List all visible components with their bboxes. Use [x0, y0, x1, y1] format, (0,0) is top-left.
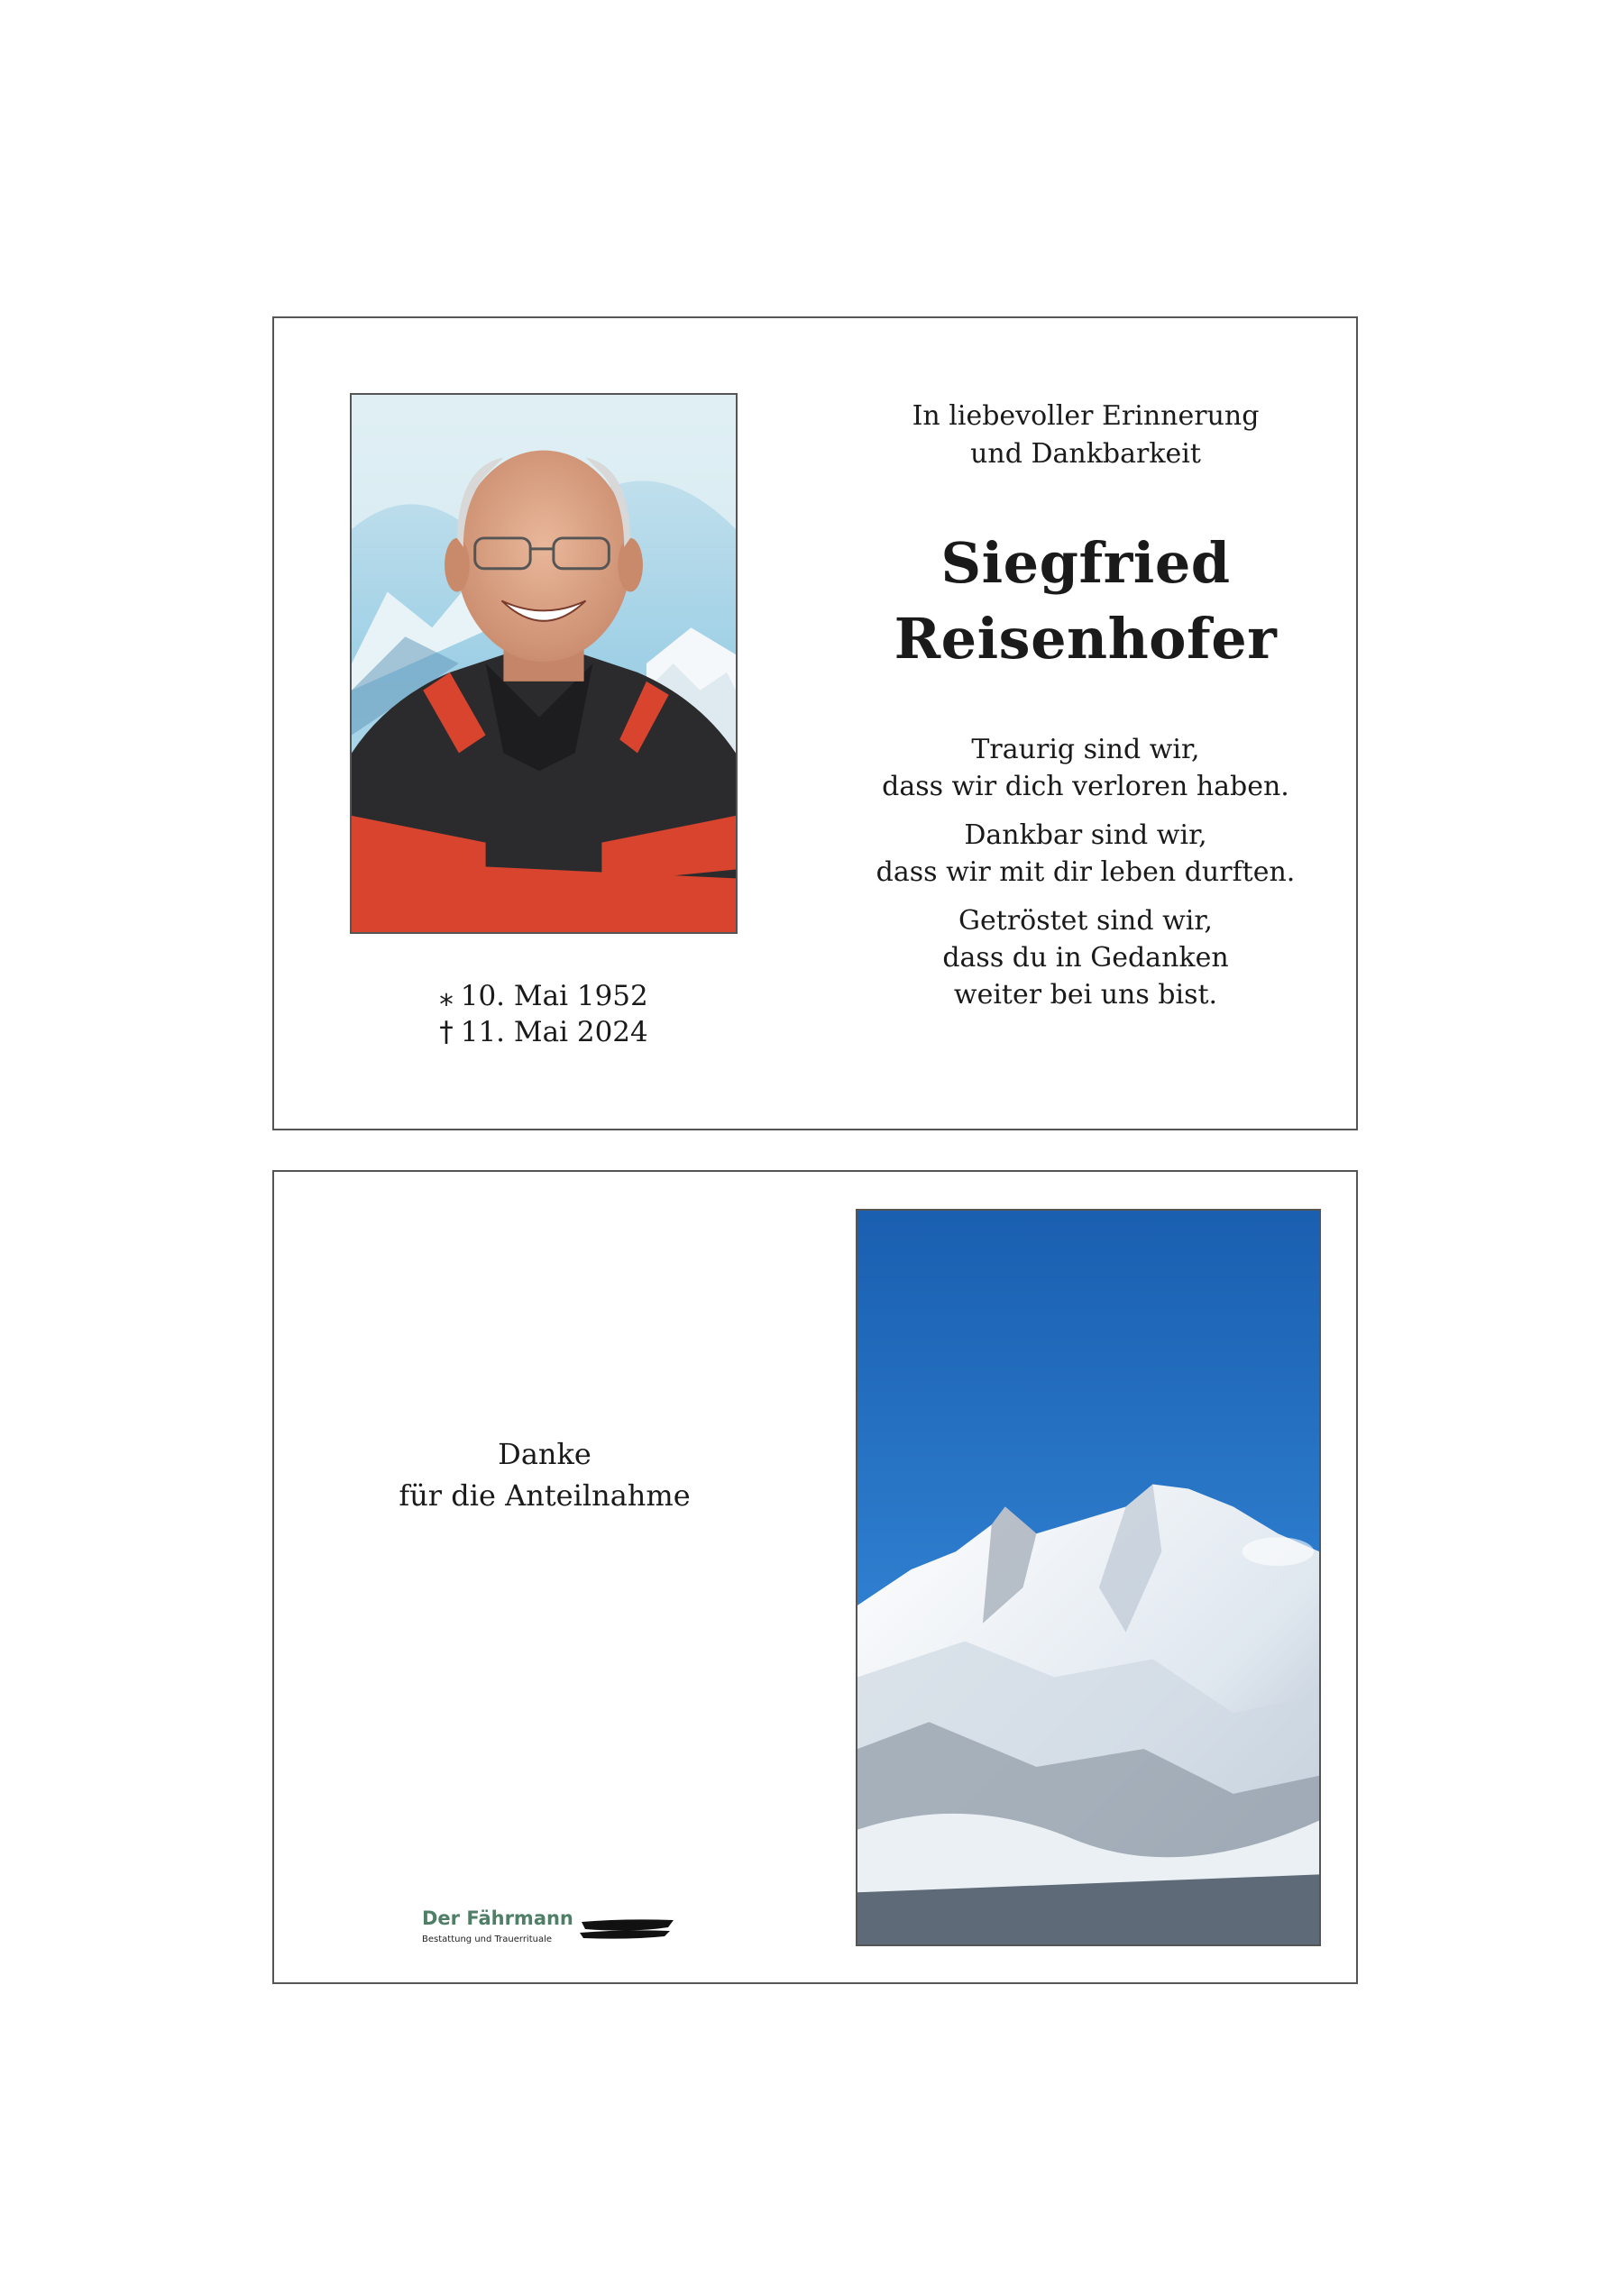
- boat-icon: [580, 1915, 677, 1942]
- verse: [860, 902, 1311, 1013]
- verse-line: weiter bei uns bist.: [953, 979, 1218, 1011]
- dedication: [860, 398, 1311, 473]
- birth-date: 10. Mai 1952: [460, 980, 648, 1012]
- death-date-row: [350, 1014, 738, 1050]
- death-date: 11. Mai 2024: [460, 1016, 648, 1048]
- verse-line: dass wir mit dir leben durften.: [876, 856, 1296, 888]
- thanks-text: [337, 1433, 752, 1516]
- verse: [860, 817, 1311, 891]
- portrait-photo: [350, 393, 738, 934]
- verses: [860, 731, 1311, 1013]
- verse-line: Dankbar sind wir,: [964, 819, 1207, 851]
- logo-name: Der Fährmann: [422, 1907, 573, 1929]
- logo-tagline: Bestattung und Trauerrituale: [422, 1935, 553, 1944]
- dedication-line: und Dankbarkeit: [970, 438, 1201, 470]
- birth-date-row: [350, 978, 738, 1014]
- front-text-block: [860, 398, 1311, 1025]
- verse: [860, 731, 1311, 805]
- cross-icon: †: [439, 1016, 454, 1048]
- verse-line: Traurig sind wir,: [971, 734, 1200, 765]
- verse-line: Getröstet sind wir,: [958, 905, 1213, 937]
- front-card: [272, 316, 1358, 1130]
- last-name: Reisenhofer: [894, 606, 1278, 672]
- dedication-line: In liebevoller Erinnerung: [912, 400, 1260, 432]
- mountain-photo: [856, 1209, 1321, 1946]
- back-card: [272, 1170, 1358, 1984]
- star-icon: ⁎: [439, 980, 454, 1012]
- verse-line: dass du in Gedanken: [942, 942, 1229, 974]
- life-dates: [350, 978, 738, 1050]
- verse-line: dass wir dich verloren haben.: [882, 771, 1289, 802]
- thanks-line: für die Anteilnahme: [399, 1478, 691, 1513]
- thanks-line: Danke: [498, 1437, 591, 1471]
- funeral-home-logo: [422, 1907, 692, 1953]
- deceased-name: [860, 526, 1311, 677]
- first-name: Siegfried: [940, 530, 1231, 596]
